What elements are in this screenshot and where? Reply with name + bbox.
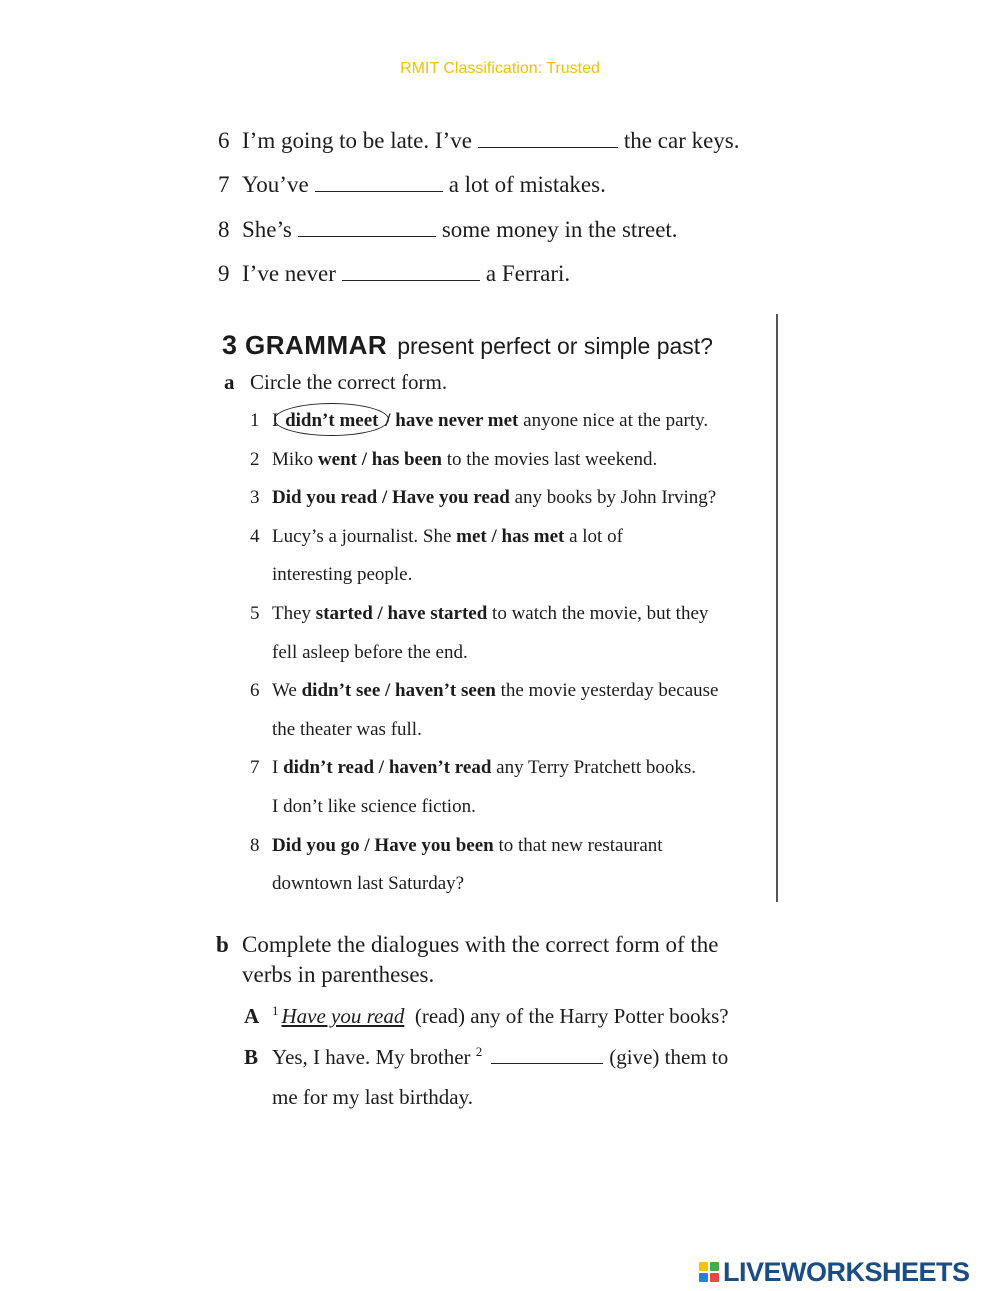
part-a-instruction: Circle the correct form. — [250, 370, 448, 394]
part-a-label: a — [224, 370, 235, 394]
exercise-item — [250, 487, 716, 509]
item-text: anyone nice at the party. — [518, 410, 709, 431]
answer-blank[interactable] — [342, 262, 480, 281]
item-text-after: the car keys. — [623, 128, 740, 153]
gap-number-1: 1 — [272, 1003, 279, 1018]
speaker-a: A — [244, 1004, 260, 1028]
item-number: 4 — [250, 526, 260, 547]
logo-text: LIVEWORKSHEETS — [723, 1256, 970, 1287]
answer-blank-2[interactable] — [491, 1045, 603, 1064]
item-text-after: a lot of mistakes. — [448, 172, 606, 197]
item-text-before: I’m going to be late. I’ve — [242, 128, 472, 153]
exercise-item — [250, 526, 623, 548]
item-number: 1 — [250, 410, 260, 431]
option-text[interactable]: didn’t see / haven’t seen — [301, 680, 496, 701]
item-text: I — [272, 757, 284, 778]
exercise-item — [250, 835, 663, 857]
item-text: downtown last Saturday? — [272, 873, 465, 894]
logo-square — [710, 1273, 719, 1282]
item-number: 7 — [218, 172, 230, 197]
item-text: any Terry Pratchett books. — [491, 757, 697, 778]
item-text: any books by John Irving? — [509, 487, 717, 508]
exercise-item — [250, 757, 696, 779]
answer-blank[interactable] — [298, 218, 436, 237]
item-text: We — [272, 680, 302, 701]
item-text-before: She’s — [242, 217, 292, 242]
example-answer: Have you read — [281, 1004, 405, 1028]
item-text: fell asleep before the end. — [272, 642, 468, 663]
option-text[interactable]: met / has met — [456, 526, 565, 547]
logo-square — [699, 1273, 708, 1282]
exercise-item — [218, 261, 570, 287]
exercise-item-continuation — [272, 564, 412, 586]
circled-answer[interactable]: didn’t meet — [285, 410, 379, 431]
dialogue-line-a — [244, 1003, 729, 1029]
exercise-item-continuation — [272, 719, 422, 741]
logo-square — [699, 1262, 708, 1271]
gap-number-2: 2 — [475, 1044, 483, 1059]
exercise-item-continuation — [272, 873, 464, 895]
exercise-item-continuation — [272, 642, 468, 664]
item-number: 6 — [250, 680, 260, 701]
item-text-after: some money in the street. — [441, 217, 678, 242]
item-text: a lot of — [564, 526, 623, 547]
exercise-item — [250, 449, 657, 471]
item-text: Miko — [272, 449, 318, 470]
dialogue-line-b — [244, 1044, 728, 1070]
item-text: I — [272, 410, 284, 431]
exercise-item — [218, 172, 606, 198]
exercise-item-continuation — [272, 796, 476, 818]
item-number: 8 — [250, 835, 260, 856]
item-text: Lucy’s a journalist. She — [272, 526, 457, 547]
item-text-before: You’ve — [242, 172, 309, 197]
dialogue-b-line2: me for my last birthday. — [272, 1085, 474, 1109]
option-text[interactable]: didn’t read / haven’t read — [283, 757, 492, 778]
item-number: 6 — [218, 128, 230, 153]
option-text[interactable]: Did you go / Have you been — [272, 835, 494, 856]
dialogue-b-before: Yes, I have. My brother — [272, 1045, 471, 1069]
item-number: 9 — [218, 261, 230, 286]
item-text-before: I’ve never — [242, 261, 336, 286]
item-text: They — [272, 603, 316, 624]
item-text: I don’t like science fiction. — [272, 796, 476, 817]
part-b-instruction-line2: verbs in parentheses. — [242, 962, 435, 987]
item-number: 5 — [250, 603, 260, 624]
item-text: to the movies last weekend. — [441, 449, 658, 470]
part-a-header — [224, 370, 447, 395]
answer-blank[interactable] — [478, 129, 618, 148]
item-text: to watch the movie, but they — [487, 603, 709, 624]
option-text[interactable]: started / have started — [315, 603, 488, 624]
section-subtitle: present perfect or simple past? — [397, 333, 713, 359]
dialogue-b-after: (give) them to — [609, 1045, 729, 1069]
section-title: GRAMMAR — [245, 330, 388, 360]
logo-icon — [699, 1262, 719, 1282]
option-text[interactable]: have never met — [395, 410, 519, 431]
exercise-item — [250, 410, 708, 432]
item-number: 2 — [250, 449, 260, 470]
item-number: 8 — [218, 217, 230, 242]
classification-label: RMIT Classification: Trusted — [400, 60, 600, 77]
item-number: 3 — [250, 487, 260, 508]
exercise-item — [218, 128, 740, 154]
exercise-item — [218, 217, 678, 243]
part-b-header — [216, 932, 718, 958]
exercise-item — [250, 603, 708, 625]
speaker-b: B — [244, 1045, 259, 1069]
option-text[interactable]: / — [380, 410, 396, 431]
logo-square — [710, 1262, 719, 1271]
section-number: 3 — [222, 330, 238, 360]
exercise-item — [250, 680, 718, 702]
option-text[interactable]: went / has been — [317, 449, 442, 470]
column-divider — [776, 314, 778, 902]
item-text: the theater was full. — [272, 719, 422, 740]
item-text: interesting people. — [272, 564, 413, 585]
item-text: to that new restaurant — [493, 835, 663, 856]
option-text[interactable]: Did you read / Have you read — [272, 487, 510, 508]
item-number: 7 — [250, 757, 260, 778]
liveworksheets-logo — [699, 1257, 970, 1287]
item-text-after: a Ferrari. — [485, 261, 571, 286]
item-text: the movie yesterday because — [495, 680, 719, 701]
answer-blank[interactable] — [315, 173, 443, 192]
part-b-label: b — [216, 932, 229, 957]
part-b-instruction-line1: Complete the dialogues with the correct form of the — [242, 932, 719, 957]
dialogue-a-rest: (read) any of the Harry Potter books? — [414, 1004, 729, 1028]
section-heading — [222, 330, 713, 361]
